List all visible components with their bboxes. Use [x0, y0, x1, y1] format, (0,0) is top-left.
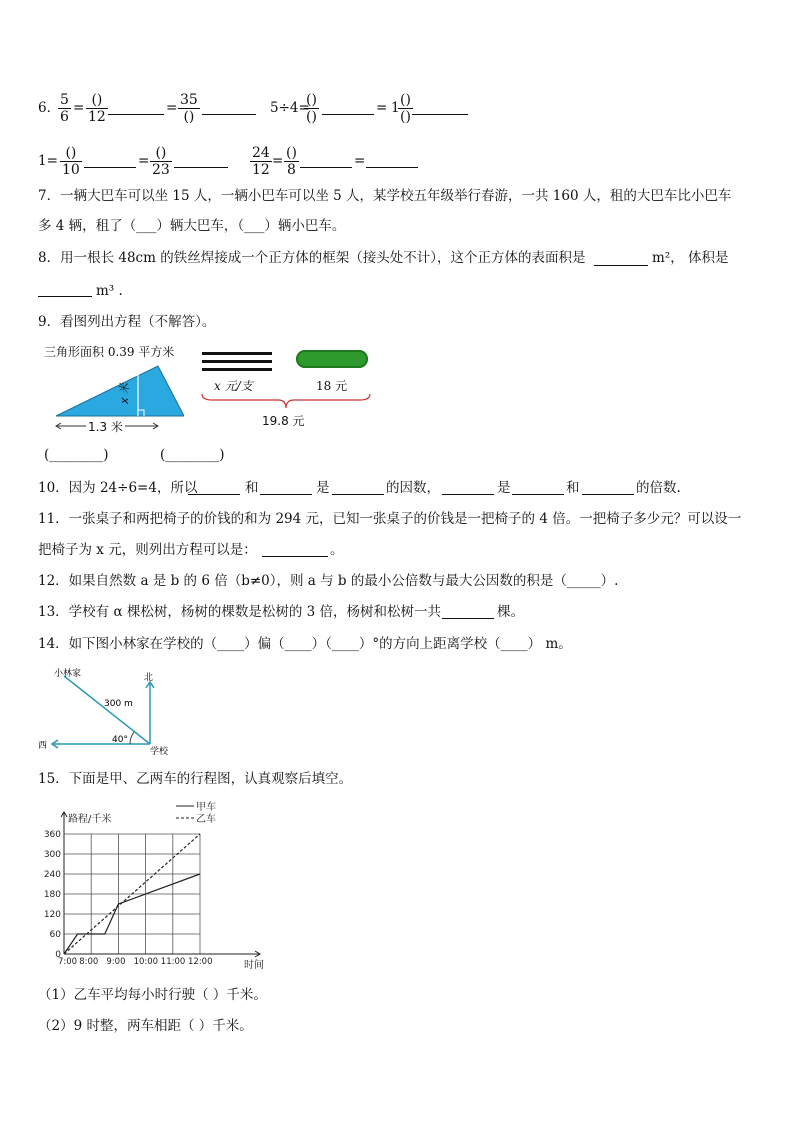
pencil-3 [202, 368, 272, 371]
answer-blank[interactable] [202, 114, 256, 115]
q9-title: 9．看图列出方程（不解答）。 [38, 314, 216, 330]
q7-line1: 7．一辆大巴车可以坐 15 人，一辆小巴车可以坐 5 人，某学校五年级举行春游，一共 160 人，租的大巴车比小巴车 [38, 188, 732, 204]
fraction-blank-10: () 10 [62, 145, 80, 178]
angle-label: 40° [112, 735, 128, 745]
area-blank[interactable] [594, 265, 648, 266]
q10-text: 10．因为 24÷6=4，所以 [38, 480, 198, 496]
q11-line2: 把椅子为 x 元，则列出方程可以是： [38, 542, 257, 558]
equals-sign: = [73, 100, 85, 116]
fraction-24-12: $\frac{24}{12}$ [252, 145, 270, 178]
q9-answer-1[interactable]: (________) [44, 447, 109, 463]
x-tick-label: 8:00 [79, 957, 99, 967]
q10-multiple: 的倍数. [636, 480, 681, 496]
x-tick-label: 9:00 [106, 957, 126, 967]
answer-blank[interactable] [442, 618, 494, 619]
y-tick-label: 180 [43, 890, 61, 900]
equals-sign: = [272, 153, 284, 169]
angle-arc [130, 732, 134, 744]
equals-sign: = [166, 100, 178, 116]
pencil-2 [202, 360, 272, 363]
answer-blank[interactable] [512, 494, 564, 495]
total-label: 19.8 元 [262, 414, 305, 428]
q14-text: 14．如下图小林家在学校的（____）偏（____）（____）°的方向上距离学校（____） m。 [38, 636, 572, 652]
pencil-1 [202, 352, 272, 355]
q10-and: 和 [566, 480, 580, 496]
equals-sign: = [376, 100, 388, 116]
north-label: 北 [144, 673, 154, 683]
one-equals: 1= [38, 153, 58, 169]
x-axis-label: 时间 [244, 960, 264, 971]
q10-factor: 的因数， [386, 480, 440, 496]
answer-blank[interactable] [188, 494, 240, 495]
q15-sub1: （1）乙车平均每小时行驶（ ）千米。 [38, 987, 267, 1003]
x-tick-label: 7:00 [58, 957, 78, 967]
volume-blank[interactable] [38, 296, 92, 297]
q11-end: 。 [330, 542, 344, 558]
y-axis-label: 路程/千米 [68, 814, 112, 825]
brace [200, 392, 372, 410]
y-tick-label: 360 [43, 830, 61, 840]
west-label: 西 [38, 741, 48, 751]
legend-label: 乙车 [196, 814, 216, 825]
y-tick-label: 60 [49, 930, 61, 940]
home-direction-line [64, 676, 150, 744]
answer-blank[interactable] [332, 494, 384, 495]
fraction-blank-8: () 8 [286, 145, 297, 178]
x-tick-label: 12:00 [188, 957, 213, 967]
answer-blank[interactable] [300, 167, 352, 168]
height-label: x 米 [118, 382, 131, 404]
fraction-5-6: $\frac{5}{6}$ [60, 92, 69, 125]
answer-blank[interactable] [174, 167, 228, 168]
q11-line1: 11．一张桌子和两把椅子的价钱的和为 294 元，已知一张桌子的价钱是一把椅子的 4 倍。一把椅子多少元？可以设一 [38, 511, 742, 527]
q10-is: 是 [497, 480, 511, 496]
q13-text: 13．学校有 α 棵松树，杨树的棵数是松树的 3 倍，杨树和松树一共 [38, 604, 442, 620]
y-tick-label: 0 [55, 950, 61, 960]
q10-and: 和 [245, 480, 259, 496]
base-label: 1.3 米 [88, 420, 123, 434]
pen-price-label: x 元/支 [214, 379, 253, 393]
answer-blank[interactable] [442, 494, 494, 495]
fraction-blank-23: () 23 [152, 145, 170, 178]
triangle-area-label: 三角形面积 0.39 平方米 [44, 345, 175, 359]
direction-diagram [30, 662, 190, 757]
fraction-blank-12: () 12 [88, 92, 106, 125]
y-tick-label: 240 [43, 870, 61, 880]
fraction-blank-blank: () () [306, 92, 317, 125]
q15-title: 15．下面是甲、乙两车的行程图，认真观察后填空。 [38, 771, 353, 787]
q6-number: 6． [38, 100, 61, 116]
distance-time-chart [28, 796, 278, 976]
answer-blank[interactable] [582, 494, 634, 495]
mixed-number-whole: 1 [391, 100, 400, 116]
y-tick-label: 300 [43, 850, 61, 860]
answer-blank[interactable] [366, 167, 418, 168]
q8-line1: 8．用一根长 48cm 的铁丝焊接成一个正方体的框架（接头处不计），这个正方体的表面积是 [38, 250, 586, 266]
school-label: 学校 [150, 747, 169, 757]
legend-label: 甲车 [196, 802, 216, 813]
x-tick-label: 11:00 [160, 957, 186, 967]
division-expression: 5÷4= [270, 100, 310, 116]
equation-blank[interactable] [262, 556, 328, 557]
q13-unit: 棵。 [497, 604, 524, 620]
answer-blank[interactable] [260, 494, 312, 495]
q9-answer-2[interactable]: (________) [160, 447, 225, 463]
q8-unit-area: m²， 体积是 [652, 250, 729, 266]
distance-label: 300 m [104, 699, 133, 709]
x-tick-label: 10:00 [133, 957, 159, 967]
equals-sign: = [354, 153, 366, 169]
q7-line2: 多 4 辆，租了（___）辆大巴车，（___）辆小巴车。 [38, 218, 346, 234]
fraction-blank-blank: () () [400, 92, 411, 125]
q15-sub2: （2）9 时整，两车相距（ ）千米。 [38, 1018, 253, 1034]
fraction-35-blank: 35 () [180, 92, 198, 125]
case-price-label: 18 元 [316, 379, 348, 393]
pencil-case-image [296, 350, 368, 368]
answer-blank[interactable] [84, 167, 136, 168]
answer-blank[interactable] [322, 114, 374, 115]
q8-unit-volume: m³ . [96, 283, 123, 299]
equals-sign: = [138, 153, 150, 169]
home-label: 小林家 [54, 669, 82, 679]
q10-is: 是 [316, 480, 330, 496]
answer-blank[interactable] [412, 114, 468, 115]
q12-text: 12．如果自然数 a 是 b 的 6 倍（b≠0），则 a 与 b 的最小公倍数与最大公因数的积是（_____）. [38, 573, 619, 589]
answer-blank[interactable] [108, 114, 164, 115]
y-tick-label: 120 [43, 910, 61, 920]
